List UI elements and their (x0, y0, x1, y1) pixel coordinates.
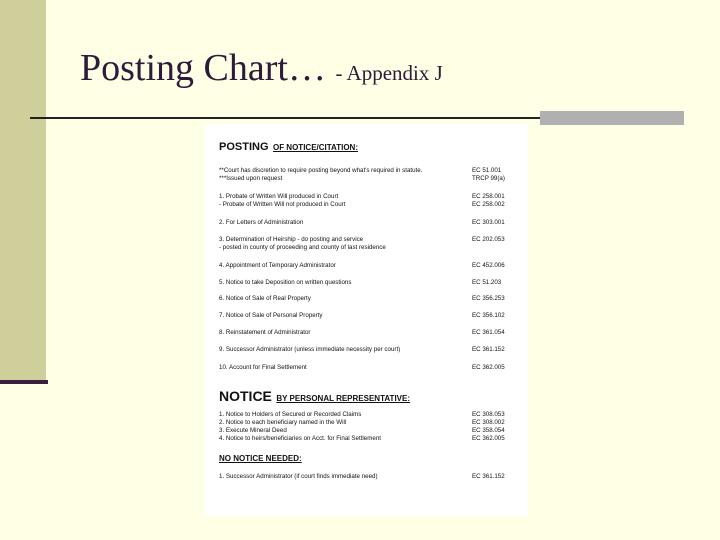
row-description: 1. Successor Administrator (if court finds immediate need) (219, 473, 378, 480)
notice-heading-word: NOTICE (219, 388, 272, 404)
slide-title-main: Posting Chart… (80, 47, 326, 89)
left-accent-bar (0, 0, 46, 382)
row-description: 10. Account for Final Settlement (219, 364, 307, 371)
slide-title-sub: - Appendix J (335, 61, 443, 85)
row-citation: EC 361.054 (472, 329, 505, 336)
right-accent-bar (540, 111, 684, 125)
row-description: 2. For Letters of Administration (219, 219, 304, 226)
row-citation: EC 303.001 (472, 219, 505, 226)
row-description: 2. Notice to each beneficiary named in the Will (219, 419, 347, 426)
posting-chart-document (205, 124, 528, 516)
row-description: 3. Execute Mineral Deed (219, 427, 287, 434)
title-rule (30, 117, 540, 119)
row-description: 5. Notice to take Deposition on written questions (219, 279, 352, 286)
row-citation: EC 358.054 (472, 427, 505, 434)
row-citation: EC 452.006 (472, 262, 505, 269)
row-citation: EC 308.002 (472, 419, 505, 426)
row-citation: EC 361.152 (472, 473, 505, 480)
row-description: 3. Determination of Heirship - do posting and service (219, 236, 364, 243)
row-citation: EC 51.203 (472, 279, 502, 286)
row-description: 1. Probate of Written Will produced in Court (219, 193, 339, 200)
row-citation: EC 356.253 (472, 295, 505, 302)
row-description: **Court has discretion to require posting beyond what's required in statute. (219, 167, 423, 174)
no-notice-heading: NO NOTICE NEEDED: (219, 454, 302, 463)
row-citation: TRCP 99(a) (472, 175, 505, 182)
row-citation: EC 362.005 (472, 435, 505, 442)
row-description: 4. Notice to heirs/beneficiaries on Acct. for Final Settlement (219, 435, 381, 442)
row-citation: EC 51.001 (472, 167, 502, 174)
row-description: - Probate of Written Will not produced in Court (219, 201, 346, 208)
slide-title (80, 46, 443, 90)
row-citation: EC 356.102 (472, 312, 505, 319)
row-citation: EC 202.053 (472, 236, 505, 243)
left-accent-bar-foot (0, 380, 48, 384)
row-description: 9. Successor Administrator (unless immediate necessity per court) (219, 346, 401, 353)
row-description: - posted in county of proceeding and county of last residence (219, 244, 386, 251)
notice-heading (219, 388, 410, 406)
row-citation: EC 362.005 (472, 364, 505, 371)
row-citation: EC 258.001 (472, 193, 505, 200)
row-description: 6. Notice of Sale of Real Property (219, 295, 311, 302)
row-citation: EC 361.152 (472, 346, 505, 353)
row-description: 8. Reinstatement of Administrator (219, 329, 311, 336)
posting-heading-rest: OF NOTICE/CITATION: (272, 143, 358, 152)
row-citation: EC 258.002 (472, 201, 505, 208)
row-description: ***Issued upon request (219, 175, 283, 182)
row-description: 7. Notice of Sale of Personal Property (219, 312, 323, 319)
posting-heading (219, 137, 358, 155)
notice-heading-rest: BY PERSONAL REPRESENTATIVE: (276, 394, 410, 403)
row-description: 1. Notice to Holders of Secured or Recorded Claims (219, 411, 362, 418)
row-description: 4. Appointment of Temporary Administrator (219, 262, 336, 269)
row-citation: EC 308.053 (472, 411, 505, 418)
posting-heading-word: POSTING (219, 141, 269, 153)
